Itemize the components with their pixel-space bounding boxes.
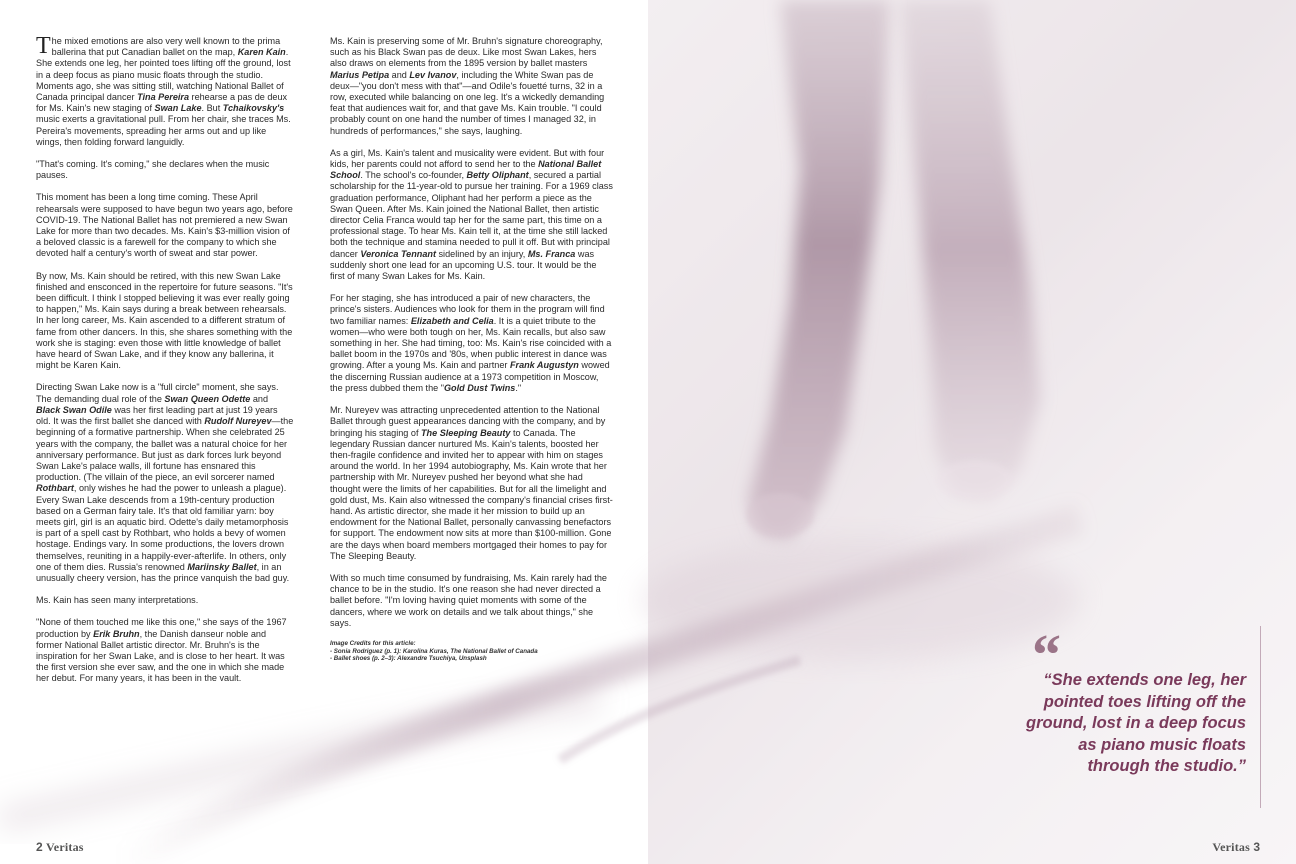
emphasized-name: Marius Petipa [330, 69, 390, 80]
page-number: 2 [36, 840, 43, 854]
article-column-1 [36, 33, 294, 696]
paragraph: "None of them touched me like this one," she says of the 1967 production by Erik Bruhn, the Danish danseur noble and former National Ballet artistic director. Mr. Bruhn's is the inspiration for her Swan Lake, and is close to her heart. It was the first version she ever saw, and the one in which she made her debut. For many years, it has been in the vault. [36, 617, 287, 684]
paragraph: Mr. Nureyev was attracting unprecedented attention to the National Ballet through guest appearances dancing with the company, and by bringing his staging of The Sleeping Beauty to Canada. The legendary Russian dancer nurtured Ms. Kain's talents, boosted her then-fragile confidence and invited her to appear with him on stages around the world. In her 1994 autobiography, Ms. Kain wrote that her partnership with Mr. Nureyev pushed her beyond what she had thought were the limits of her capabilities. But for all the limelight and gold dust, Ms. Kain also witnessed the company's financial crises first-hand. As artistic director, she made it her mission to build up an endowment for the National Ballet, personally canvassing benefactors for support. The endowment now sits at more than $100-million. Gone are the days when board members mortgaged their homes to pay for The Sleeping Beauty. [330, 405, 613, 561]
article-column-2 [330, 36, 613, 663]
pull-quote [1026, 622, 1261, 808]
drop-cap: T [36, 33, 51, 59]
magazine-logo: Veritas [46, 840, 84, 854]
paragraph: Ms. Kain has seen many interpretations. [36, 595, 199, 606]
paragraph [36, 33, 294, 148]
paragraph: Ms. Kain is preserving some of Mr. Bruhn's signature choreography, such as his Black Swan pas de deux. Like most Swan Lakes, hers also draws on elements from the 1895 version by ballet masters Marius Petipa and Lev Ivanov, including the White Swan pas de deux—"you don't mess with that"—and Odile's fouetté turns, 32 in a row, executed while balancing on one leg. It's a wickedly demanding feat that audiences wait for, and that gave Ms. Kain trouble. "I could probably count on one hand the number of times I managed 32, in hundreds of performances," she says, laughing. [330, 36, 605, 136]
emphasized-name: The Sleeping Beauty [421, 427, 511, 438]
emphasized-name: Swan Lake [154, 103, 202, 114]
emphasized-name: Betty Oliphant [466, 170, 529, 181]
emphasized-name: Tina Pereira [137, 92, 190, 103]
emphasized-name: Veronica Tennant [360, 248, 436, 259]
magazine-logo: Veritas [1212, 840, 1250, 854]
folio-left [36, 840, 84, 855]
emphasized-name: Swan Queen Odette [164, 393, 251, 404]
emphasized-name: Lev Ivanov [409, 69, 457, 80]
emphasized-name: Erik Bruhn [93, 628, 140, 639]
paragraph: Directing Swan Lake now is a "full circle" moment, she says. The demanding dual role of the Swan Queen Odette and Black Swan Odile was her first leading part at just 19 years old. It was the first ballet she danced with Rudolf Nureyev—the beginning of a formative partnership. When she celebrated 25 years with the company, the ballet was a natural choice for her anniversary performance. But just as dark forces lurk beyond Swan Lake's palace walls, ill fortune has ensnared this production. (The villain of the piece, an evil sorcerer named Rothbart, only wishes he had the power to unleash a plague). Every Swan Lake descends from a 19th-century production based on a German fairy tale. It's that old familiar yarn: boy meets girl, girl is an aquatic bird. Odette's daily metamorphosis is part of a spell cast by Rothbart, who holds a bevy of women hostage. Endings vary. In some productions, the lovers drown themselves, reuniting in a happily-ever-afterlife. In others, only one of them dies. Russia's renowned Mariinsky Ballet, in an unusually cheery version, has the prince vanquish the bad guy. [36, 382, 294, 583]
emphasized-name: Frank Augustyn [509, 360, 579, 371]
emphasized-name: Black Swan Odile [36, 404, 112, 415]
emphasized-name: Tchaikovsky's [222, 103, 285, 114]
emphasized-name: Elizabeth and Celia [410, 315, 494, 326]
emphasized-name: Karen Kain [237, 47, 286, 58]
paragraph-text: he mixed emotions are also very well known to the prima ballerina that put Canadian ballet on the map, Karen Kain. She extends one leg, her pointed toes lifting off the ground, lost in a deep focus as piano music floats through the studio. Moments ago, she was sitting still, watching National Ballet of Canada principal dancer Tina Pereira rehearse a pas de deux for Ms. Kain's new staging of Swan Lake. But Tchaikovsky's music exerts a gravitational pull. From her chair, she traces Ms. Pereira's movements, spreading her arms out and up like wings, then folding forward languidly. [36, 36, 291, 147]
paragraph: As a girl, Ms. Kain's talent and musicality were evident. But with four kids, her parents could not afford to send her to the National Ballet School. The school's co-founder, Betty Oliphant, secured a partial scholarship for the 11-year-old to pursue her training. For a 1969 class graduation performance, Oliphant had her perform a piece as the Swan Queen. After Ms. Kain joined the National Ballet, then artistic director Celia Franca would tap her for the same part, this time on a professional stage. To hear Ms. Kain tell it, at the time she still lacked both the technique and stamina needed to pull it off. But with principal dancer Veronica Tennant sidelined by an injury, Ms. Franca was suddenly short one lead for an upcoming U.S. tour. It would be the first of many Swan Lakes for Ms. Kain. [330, 147, 613, 282]
emphasized-name: Gold Dust Twins [443, 382, 516, 393]
page-number: 3 [1253, 840, 1260, 854]
quote-mark-icon: “ [1032, 622, 1061, 687]
paragraph: With so much time consumed by fundraising, Ms. Kain rarely had the chance to be in the studio. It's one reason she had never directed a ballet before. "I'm loving having quiet moments with some of the dancers, where we work on details and we talk about things," she says. [330, 572, 607, 628]
emphasized-name: Rothbart [36, 483, 74, 494]
paragraph: This moment has been a long time coming. These April rehearsals were supposed to have begun two years ago, before COVID-19. The National Ballet has not premiered a new Swan Lake for more than two decades. Ms. Kain's $3-million vision of a beloved classic is a farewell for the company to which she devoted half a century's worth of sweat and star power. [36, 192, 293, 259]
image-credits [330, 640, 613, 663]
emphasized-name: Rudolf Nureyev [204, 416, 272, 427]
credits-title: Image Credits for this article: [330, 639, 416, 647]
credits-line: - Ballet shoes (p. 2–3): Alexandre Tsuchiya, Unsplash [330, 655, 487, 663]
paragraph: "That's coming. It's coming," she declares when the music pauses. [36, 159, 270, 181]
emphasized-name: National Ballet School [330, 159, 602, 181]
paragraph: For her staging, she has introduced a pair of new characters, the prince's sisters. Audiences who look for them in the program will find two familiar names: Elizabeth and Celia. It is a quiet tribute to the women—who were both tough on her, Ms. Kain recalls, but also saw something in her. She had timing, too: Ms. Kain's rise coincided with a ballet boom in the 1970s and '80s, when public interest in dance was growing. After a young Ms. Kain and partner Frank Augustyn wowed the discerning Russian audience at a 1973 competition in Moscow, the press dubbed them the "Gold Dust Twins." [330, 293, 612, 393]
credits-line: - Sonia Rodriguez (p. 1): Karolina Kuras, The National Ballet of Canada [330, 647, 538, 655]
emphasized-name: Mariinsky Ballet [187, 561, 257, 572]
paragraph: By now, Ms. Kain should be retired, with this new Swan Lake finished and ensconced in the repertoire for future seasons. "It's been difficult. I think I stopped believing it was ever really going to happen," Ms. Kain says during a break between rehearsals. In her long career, Ms. Kain ascended to a different stratum of fame from other dancers. In this, she shares something with the work she is staging: even those with little knowledge of ballet have heard of Swan Lake, and if they know any ballerina, it might be Karen Kain. [36, 270, 293, 371]
pull-quote-text: “She extends one leg, her pointed toes lifting off the ground, lost in a deep focus as piano music floats through the studio.” [1026, 671, 1247, 776]
folio-right [1212, 840, 1260, 855]
emphasized-name: Ms. Franca [527, 248, 576, 259]
